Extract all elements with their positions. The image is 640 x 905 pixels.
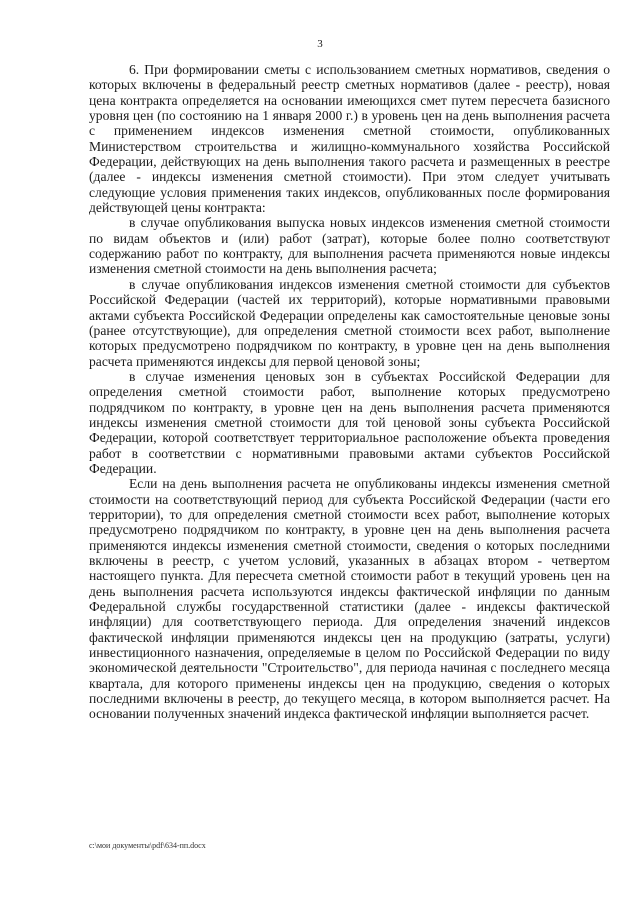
paragraph-item-6: 6. При формировании сметы с использованием сметных нормативов, сведения о которых включены в федеральный реестр сметных нормативов (далее - реестр), новая цена контракта определяется на основании имеющихся смет путем пересчета базисного уровня цен (по состоянию на 1 января 2000 г.) в уровень цен на день выполнения расчета с применением индексов изменения сметной стоимости, опубликованных Министерством строительства и жилищно-коммунального хозяйства Российской Федерации, действующих на день выполнения такого расчета и размещенных в реестре (далее - индексы изменения сметной стоимости). При этом следует учитывать следующие условия применения таких индексов, опубликованных после формирования действующей цены контракта:	[89, 62, 610, 216]
file-path-footer: c:\мои документы\pdf\634-пп.docx	[89, 841, 206, 850]
paragraph-price-zone-change: в случае изменения ценовых зон в субъектах Российской Федерации для определения сметной стоимости работ, выполнение которых предусмотрено подрядчиком по контракту, в уровне цен на день выполнения расчета применяются индексы изменения сметной стоимости для той ценовой зоны субъекта Российской Федерации, которой соответствует территориальное расположение объекта проведения работ в соответствии с нормативными правовыми актами субъектов Российской Федерации.	[89, 368, 610, 476]
document-body	[89, 62, 610, 722]
paragraph-new-indexes: в случае опубликования выпуска новых индексов изменения сметной стоимости по видам объектов и (или) работ (затрат), которые более полно соответствуют содержанию работ по контракту, для выполнения расчета применяются новые индексы изменения сметной стоимости на день выполнения расчета;	[89, 215, 610, 277]
paragraph-regional-indexes: в случае опубликования индексов изменения сметной стоимости для субъектов Российской Федерации (частей их территорий), которые нормативными правовыми актами субъекта Российской Федерации определены как самостоятельные ценовые зоны (ранее отсутствующие), для определения сметной стоимости всех работ, выполнение которых предусмотрено подрядчиком по контракту, в уровне цен на день выполнения расчета применяются индексы для первой ценовой зоны;	[89, 276, 610, 369]
paragraph-inflation-indexes: Если на день выполнения расчета не опубликованы индексы изменения сметной стоимости на соответствующий период для субъекта Российской Федерации (части его территории), то для определения сметной стоимости всех работ, выполнение которых предусмотрено подрядчиком по контракту, в уровне цен на день выполнения расчета применяются индексы изменения сметной стоимости, сведения о которых последними включены в реестр, с учетом условий, указанных в абзацах втором - четвертом настоящего пункта. Для пересчета сметной стоимости работ в текущий уровень цен на день выполнения расчета используются индексы фактической инфляции по данным Федеральной службы государственной статистики (далее - индексы фактической инфляции) для соответствующего периода. Для определения значений индексов фактической инфляции применяются индексы цен на продукцию (затраты, услуги) инвестиционного назначения, определяемые в целом по Российской Федерации по виду экономической деятельности "Строительство", для периода начиная с последнего месяца квартала, для которого применены индексы цен на продукцию, сведения о которых последними включены в реестр, до текущего месяца, в котором выполняется расчет. На основании полученных значений индекса фактической инфляции выполняется расчет.	[89, 476, 610, 722]
page-number: 3	[317, 38, 323, 50]
